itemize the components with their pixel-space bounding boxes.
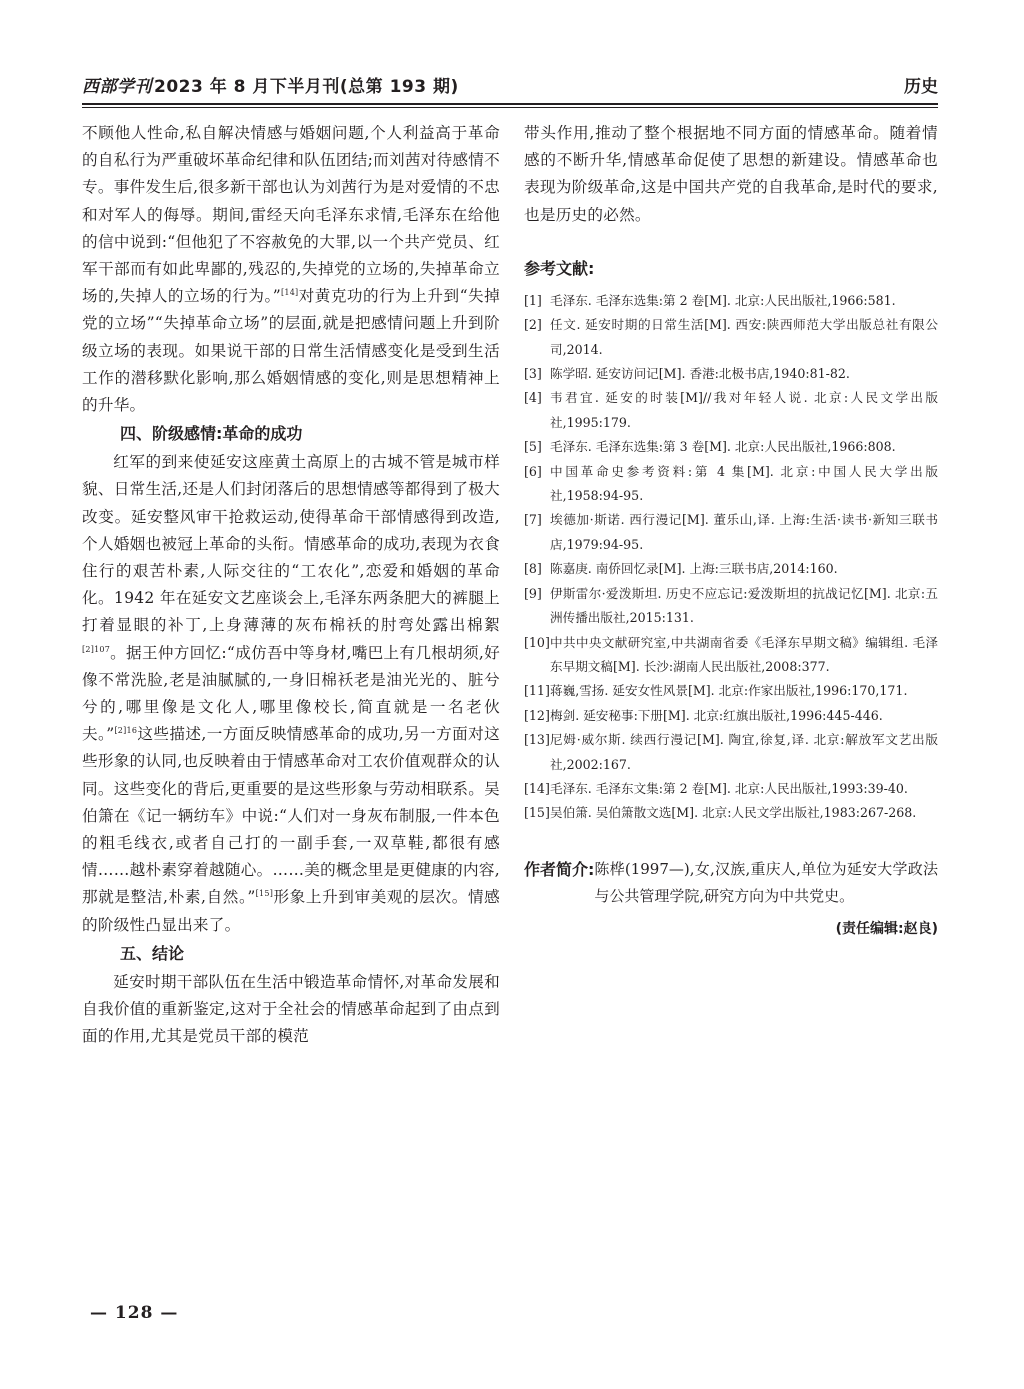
right-column <box>524 120 938 943</box>
reference-number: [13] <box>524 732 550 748</box>
reference-number: [4] <box>524 390 542 406</box>
journal-logo: 西部学刊 <box>82 77 152 97</box>
citation-14: [14] <box>280 288 299 298</box>
reference-number: [2] <box>524 317 542 333</box>
running-header <box>82 70 938 100</box>
header-rule-thin <box>82 107 938 108</box>
reference-text: 陈嘉庚. 南侨回忆录[M]. 上海:三联书店,2014:160. <box>550 561 838 577</box>
reference-text: 任文. 延安时期的日常生活[M]. 西安:陕西师范大学出版总社有限公司,2014. <box>550 317 938 357</box>
reference-item <box>524 704 938 728</box>
header-rule-thick <box>82 103 938 105</box>
author-bio <box>524 856 938 910</box>
reference-item <box>524 313 938 362</box>
reference-text: 中国革命史参考资料:第 4 集[M]. 北京:中国人民大学出版社,1958:94-95. <box>550 463 938 504</box>
reference-text: 毛泽东. 毛泽东文集:第 2 卷[M]. 北京:人民出版社,1993:39-40. <box>550 780 908 796</box>
reference-number: [11] <box>524 683 550 699</box>
reference-number: [1] <box>524 292 542 308</box>
reference-number: [12] <box>524 707 550 723</box>
reference-number: [5] <box>524 439 542 455</box>
reference-item <box>524 386 938 435</box>
reference-text: 毛泽东. 毛泽东选集:第 2 卷[M]. 北京:人民出版社,1966:581. <box>550 292 896 308</box>
issue-info: 2023 年 8 月下半月刊(总第 193 期) <box>154 77 459 97</box>
reference-number: [3] <box>524 366 542 382</box>
reference-item <box>524 631 938 680</box>
citation-2-107: [2]107 <box>82 644 111 654</box>
paragraph-text: 形象上升到审美观的层次。情感的阶级性凸显出来了。 <box>82 888 500 934</box>
reference-text: 韦君宜. 延安的时装[M]//我对年轻人说. 北京:人民文学出版社,1995:179. <box>550 390 938 430</box>
reference-number: [10] <box>524 634 550 650</box>
reference-item <box>524 557 938 581</box>
author-bio-text: 陈桦(1997—),女,汉族,重庆人,单位为延安大学政法与公共管理学院,研究方向为中共党史。 <box>594 859 938 905</box>
responsible-editor: (责任编辑:赵良) <box>835 920 938 937</box>
reference-item <box>524 508 938 557</box>
paragraph-text: 对黄克功的行为上升到“失掉党的立场”“失掉革命立场”的层面,就是把感情问题上升到阶级立场的表现。如果说干部的日常生活情感变化是受到生活工作的潜移默化影响,那么婚姻情感的变化,则是思想精神上的升华。 <box>82 287 500 415</box>
reference-item <box>524 801 938 825</box>
reference-number: [9] <box>524 585 542 601</box>
section-heading-5: 五、结论 <box>120 943 185 963</box>
paragraph-continued: 带头作用,推动了整个根据地不同方面的情感革命。随着情感的不断升华,情感革命促使了思想的新建设。情感革命也表现为阶级革命,这是中国共产党的自我革命,是时代的要求,也是历史的必然。 <box>524 124 938 224</box>
reference-text: 陈学昭. 延安访问记[M]. 香港:北极书店,1940:81-82. <box>550 366 850 382</box>
reference-item <box>524 582 938 631</box>
reference-text: 吴伯箫. 吴伯箫散文选[M]. 北京:人民文学出版社,1983:267-268. <box>550 805 917 821</box>
page-number: — 128 — <box>90 1303 179 1323</box>
reference-text: 埃德加·斯诺. 西行漫记[M]. 董乐山,译. 上海:生活·读书·新知三联书店,1979:94-95. <box>550 512 938 552</box>
paragraph <box>82 449 500 939</box>
paragraph-text: 不顾他人性命,私自解决情感与婚姻问题,个人利益高于革命的自私行为严重破坏革命纪律和队伍团结;而刘茜对待感情不专。事件发生后,很多新干部也认为刘茜行为是对爱情的不忠和对军人的侮辱。期间,雷经天向毛泽东求情,毛泽东在给他的信中说到:“但他犯了不容赦免的大罪,以一个共产党员、红军干部而有如此卑鄙的,残忍的,失掉党的立场的,失掉革命立场的,失掉人的立场的行为。” <box>82 124 500 306</box>
reference-item <box>524 435 938 459</box>
left-column <box>82 120 500 1051</box>
reference-number: [15] <box>524 805 550 821</box>
paragraph-text: 。据王仲方回忆:“成仿吾中等身材,嘴巴上有几根胡须,好像不常洗脸,老是油腻腻的,一身旧棉袄老是油光光的、脏兮兮的,哪里像是文化人,哪里像校长,简直就是一名老伙夫。” <box>82 643 500 744</box>
section-label: 历史 <box>904 77 938 97</box>
citation-2-16: [2]16 <box>114 726 138 736</box>
reference-item <box>524 679 938 703</box>
reference-number: [8] <box>524 561 542 577</box>
reference-item <box>524 460 938 509</box>
reference-number: [14] <box>524 780 550 796</box>
reference-text: 尼姆·威尔斯. 续西行漫记[M]. 陶宜,徐复,译. 北京:解放军文艺出版社,2002:167. <box>550 732 938 772</box>
citation-15: [15] <box>255 889 274 899</box>
reference-text: 蒋巍,雪扬. 延安女性风景[M]. 北京:作家出版社,1996:170,171. <box>550 683 908 699</box>
author-bio-label: 作者简介: <box>524 859 595 879</box>
reference-list <box>524 289 938 826</box>
reference-number: [6] <box>524 463 542 479</box>
paragraph-text: 这些描述,一方面反映情感革命的成功,另一方面对这些形象的认同,也反映着由于情感革命对工农价值观群众的认同。这些变化的背后,更重要的是这些形象与劳动相联系。吴伯箫在《记一辆纺车》中说:“人们对一身灰布制服,一件本色的粗毛线衣,或者自己打的一副手套,一双草鞋,都很有感情……越朴素穿着越随心。……美的概念里是更健康的内容,那就是整洁,朴素,自然。” <box>82 725 500 907</box>
reference-text: 中共中央文献研究室,中共湖南省委《毛泽东早期文稿》编辑组. 毛泽东早期文稿[M]. 长沙:湖南人民出版社,2008:377. <box>550 634 938 674</box>
references-title: 参考文献: <box>524 258 595 278</box>
reference-item <box>524 362 938 386</box>
reference-text: 毛泽东. 毛泽东选集:第 3 卷[M]. 北京:人民出版社,1966:808. <box>550 439 896 455</box>
reference-text: 梅剑. 延安秘事:下册[M]. 北京:红旗出版社,1996:445-446. <box>550 707 883 723</box>
paragraph-continued <box>82 120 500 419</box>
paragraph: 延安时期干部队伍在生活中锻造革命情怀,对革命发展和自我价值的重新鉴定,这对于全社会的情感革命起到了由点到面的作用,尤其是党员干部的模范 <box>82 972 500 1046</box>
journal-issue-line <box>82 72 459 97</box>
reference-item <box>524 289 938 313</box>
reference-text: 伊斯雷尔·爱泼斯坦. 历史不应忘记:爱泼斯坦的抗战记忆[M]. 北京:五洲传播出版社,2015:131. <box>550 585 938 626</box>
reference-item <box>524 728 938 777</box>
paragraph-text: 红军的到来使延安这座黄土高原上的古城不管是城市样貌、日常生活,还是人们封闭落后的思想情感等都得到了极大改变。延安整风审干抢救运动,使得革命干部情感得到改造,个人婚姻也被冠上革命的头衔。情感革命的成功,表现为衣食住行的艰苦朴素,人际交往的“工农化”,恋爱和婚姻的革命化。1942 年在延安文艺座谈会上,毛泽东两条肥大的裤腿上打着显眼的补丁,上身薄薄的灰布棉袄的肘弯处露出棉絮 <box>82 453 500 635</box>
reference-number: [7] <box>524 512 542 528</box>
section-heading-4: 四、阶级感情:革命的成功 <box>120 424 303 444</box>
reference-item <box>524 777 938 801</box>
